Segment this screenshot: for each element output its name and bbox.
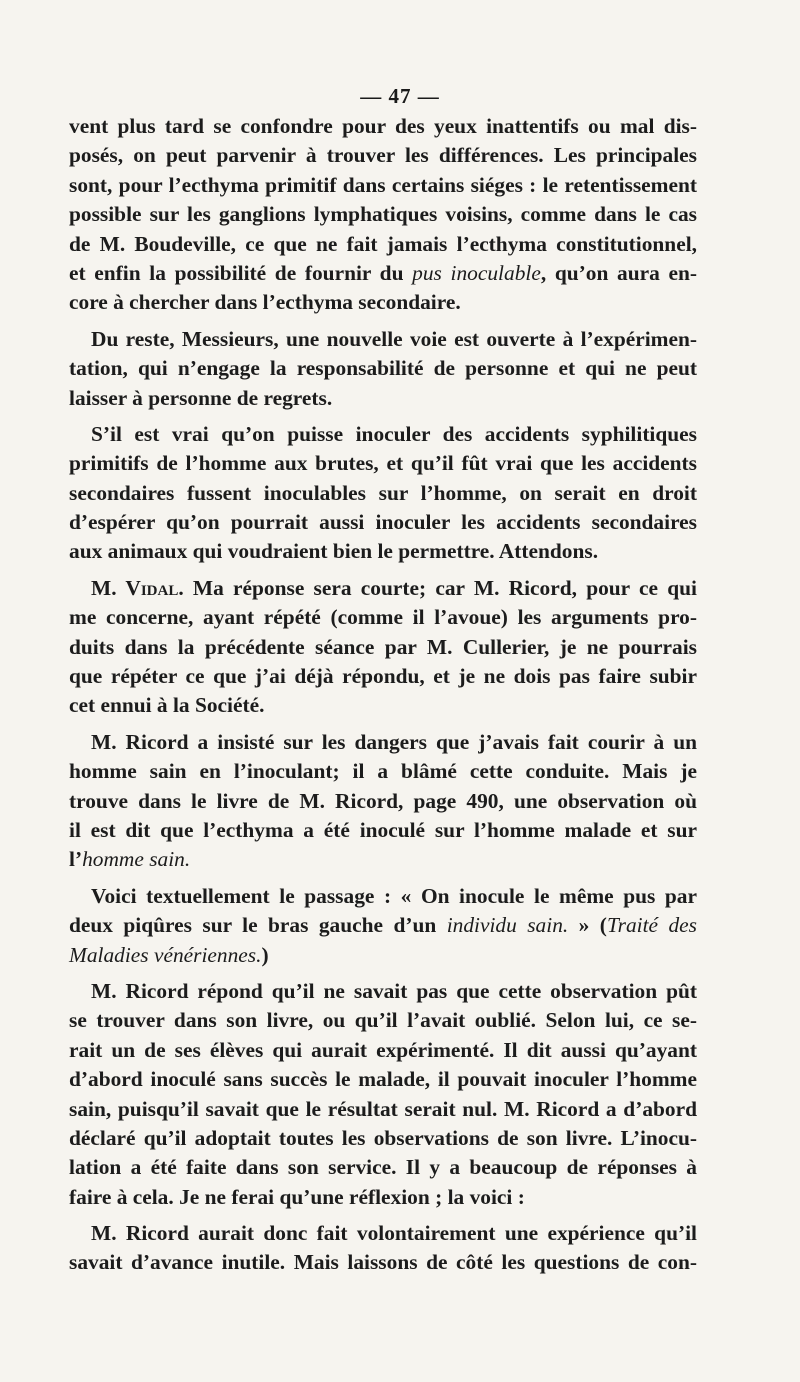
italic-text: individu sain. <box>446 913 569 938</box>
italic-text: Maladies vénériennes. <box>69 942 262 967</box>
paragraph <box>69 325 697 413</box>
text-line <box>69 845 697 874</box>
paragraph <box>69 977 697 1212</box>
text-line: M. Ricord a insisté sur les dangers que j’avais fait courir à un <box>91 729 697 754</box>
text-line: homme sain en l’inoculant; il a blâmé cette conduite. Mais je <box>69 759 697 784</box>
text-line: Voici textuellement le passage : « On inocule le même pus par <box>91 883 697 908</box>
text-line: il est dit que l’ecthyma a été inoculé sur l’homme malade et sur <box>69 817 697 842</box>
text-line <box>69 259 697 288</box>
body-text <box>69 112 697 1278</box>
text-line: de M. Boudeville, ce que ne fait jamais l’ecthyma constitutionnel, <box>69 231 697 256</box>
text-line: d’espérer qu’on pourrait aussi inoculer les accidents secondaires <box>69 510 697 535</box>
text-fragment: » ( <box>568 913 607 938</box>
text-line: me concerne, ayant répété (comme il l’avoue) les arguments pro- <box>69 605 697 630</box>
paragraph <box>69 728 697 875</box>
text-line: que répéter ce que j’ai déjà répondu, et je ne dois pas faire subir <box>69 664 697 689</box>
text-fragment: ) <box>261 942 269 967</box>
paragraph <box>69 882 697 970</box>
text-line: lation a été faite dans son service. Il y a beaucoup de réponses à <box>69 1155 697 1180</box>
text-line: sain, puisqu’il savait que le résultat serait nul. M. Ricord a d’abord <box>69 1096 697 1121</box>
text-line: faire à cela. Je ne ferai qu’une réflexion ; la voici : <box>69 1184 525 1209</box>
text-line: tation, qui n’engage la responsabilité de personne et qui ne peut <box>69 356 697 381</box>
text-line: vent plus tard se confondre pour des yeux inattentifs ou mal dis- <box>69 114 697 138</box>
paragraph <box>69 112 697 318</box>
text-line: Du reste, Messieurs, une nouvelle voie est ouverte à l’expérimen- <box>91 326 697 351</box>
speaker-name: M. Vidal. <box>91 575 184 600</box>
text-line <box>69 911 697 940</box>
text-fragment: , qu’on aura en- <box>540 260 697 285</box>
text-line: sont, pour l’ecthyma primitif dans certains siéges : le retentissement <box>69 172 697 197</box>
text-fragment: et enfin la possibilité de fournir du <box>69 260 413 285</box>
text-line: secondaires fussent inoculables sur l’homme, on serait en droit <box>69 480 697 505</box>
text-line: aux animaux qui voudraient bien le permettre. Attendons. <box>69 539 599 564</box>
text-line: déclaré qu’il adoptait toutes les observations de son livre. L’inocu- <box>69 1125 697 1150</box>
italic-text: pus inoculable <box>412 260 541 285</box>
text-line: primitifs de l’homme aux brutes, et qu’il fût vrai que les accidents <box>69 451 697 476</box>
text-line: core à chercher dans l’ecthyma secondaire. <box>69 290 461 315</box>
text-line: posés, on peut parvenir à trouver les différences. Les principales <box>69 143 697 168</box>
text-line: laisser à personne de regrets. <box>69 385 333 410</box>
text-line: S’il est vrai qu’on puisse inoculer des accidents syphilitiques <box>91 421 697 446</box>
text-line: d’abord inoculé sans succès le malade, il pouvait inoculer l’homme <box>69 1067 697 1092</box>
paragraph <box>69 574 697 721</box>
text-fragment: Ma réponse sera courte; car M. Ricord, pour ce qui <box>183 575 697 600</box>
text-line: duits dans la précédente séance par M. Cullerier, je ne pourrais <box>69 634 697 659</box>
text-line <box>69 574 697 603</box>
text-line: M. Ricord répond qu’il ne savait pas que cette observation pût <box>91 978 697 1003</box>
text-fragment: deux piqûres sur le bras gauche d’un <box>69 913 447 938</box>
paragraph <box>69 1219 697 1278</box>
text-line: savait d’avance inutile. Mais laissons de côté les questions de con- <box>69 1250 697 1275</box>
text-line <box>69 941 697 970</box>
text-line: cet ennui à la Société. <box>69 693 265 718</box>
text-line: trouve dans le livre de M. Ricord, page 490, une observation où <box>69 788 697 813</box>
italic-text: homme sain. <box>82 847 191 872</box>
paragraph <box>69 420 697 567</box>
text-line: M. Ricord aurait donc fait volontairement une expérience qu’il <box>91 1221 697 1246</box>
italic-text: Traité des <box>606 913 697 938</box>
text-line: rait un de ses élèves qui aurait expérimenté. Il dit aussi qu’ayant <box>69 1037 697 1062</box>
text-fragment: l’ <box>69 847 83 872</box>
text-line: se trouver dans son livre, ou qu’il l’avait oublié. Selon lui, ce se- <box>69 1008 697 1033</box>
text-line: possible sur les ganglions lymphatiques voisins, comme dans le cas <box>69 202 697 227</box>
page-number: — 47 — <box>360 84 440 108</box>
